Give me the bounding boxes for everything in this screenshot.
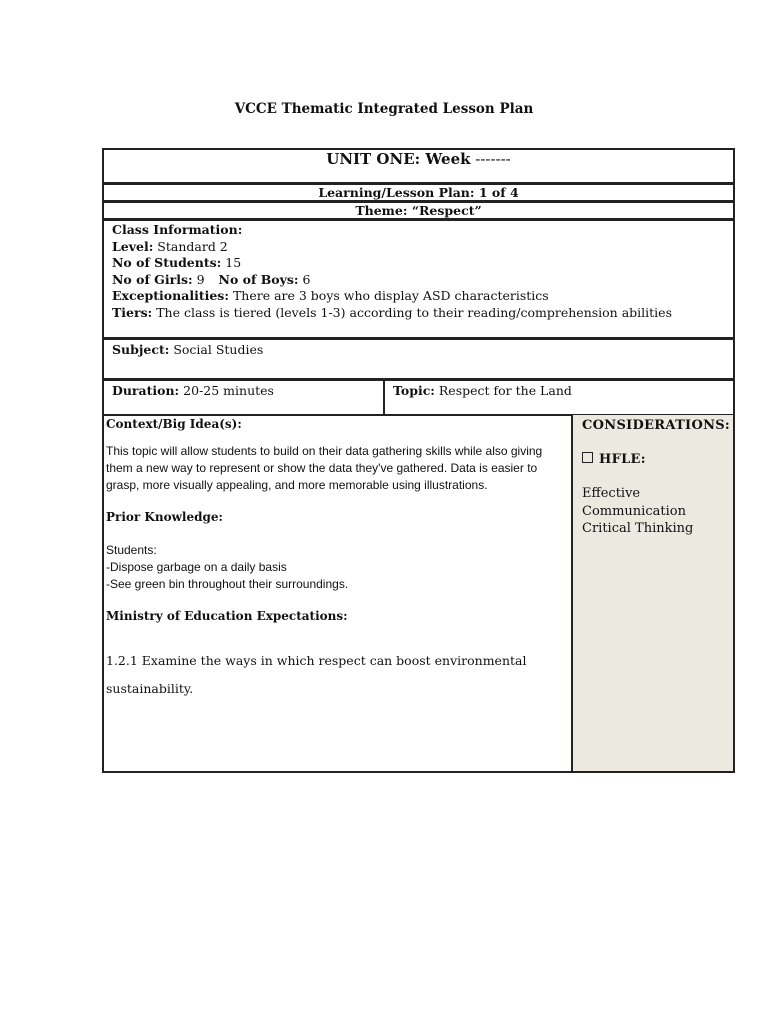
subject-section (102, 338, 735, 380)
expectation-line: 1.2.1 Examine the ways in which respect can boost environmental (106, 653, 527, 668)
considerations-section (571, 415, 735, 773)
lesson-plan-row (102, 183, 735, 202)
expectation-line: sustainability. (106, 681, 194, 696)
prior-knowledge-heading: Prior Knowledge: (106, 510, 223, 524)
unit-title (104, 150, 733, 168)
theme-label: Theme: “Respect” (355, 203, 482, 218)
ministry-heading: Ministry of Education Expectations: (106, 609, 348, 623)
class-info-heading: Class Information: (112, 222, 243, 237)
consideration-item: Critical Thinking (582, 521, 694, 536)
unit-title-main: UNIT ONE: Week (326, 150, 471, 168)
hfle-row (582, 451, 733, 469)
theme-row (102, 201, 735, 220)
level-row: Level: Standard 2 (112, 238, 228, 254)
considerations-heading: CONSIDERATIONS: (582, 418, 731, 433)
students-row: No of Students: 15 (112, 255, 242, 270)
unit-title-suffix: ------- (470, 150, 511, 168)
topic-value: Respect for the Land (434, 383, 572, 398)
prior-item: -Dispose garbage on a daily basis (106, 560, 287, 574)
gender-row: No of Girls: 9 No of Boys: 6 (112, 271, 311, 287)
class-information-section (102, 219, 735, 339)
consideration-item: Effective (582, 486, 641, 501)
subject-value: Social Studies (169, 342, 264, 357)
hfle-label: HFLE: (599, 452, 646, 467)
duration-label: Duration: (112, 383, 180, 398)
subject-label: Subject: (112, 342, 170, 357)
tiers-row: Tiers: The class is tiered (levels 1-3) according to their reading/comprehension abilities (112, 304, 672, 320)
topic-label: Topic: (393, 383, 435, 398)
context-heading: Context/Big Idea(s): (106, 417, 242, 431)
checkbox-icon (582, 452, 593, 463)
consideration-item: Communication (582, 503, 686, 519)
lesson-plan-label: Learning/Lesson Plan: 1 of 4 (318, 185, 519, 200)
context-text: This topic will allow students to build on their data gathering skills while also giving them a new way to represent or show the data they've gathered. Data is easier to grasp, more visually appealing, and more memorable using illustrations. (106, 444, 543, 492)
exceptionalities-row: Exceptionalities: There are 3 boys who display ASD characteristics (112, 288, 549, 303)
unit-header (102, 148, 735, 184)
students-label: Students: (106, 543, 157, 557)
document-title: VCCE Thematic Integrated Lesson Plan (234, 101, 534, 117)
duration-cell (102, 379, 385, 416)
prior-item: -See green bin throughout their surroundings. (106, 577, 349, 591)
duration-value: 20-25 minutes (179, 383, 274, 398)
topic-cell (383, 379, 735, 416)
context-section (102, 415, 573, 773)
